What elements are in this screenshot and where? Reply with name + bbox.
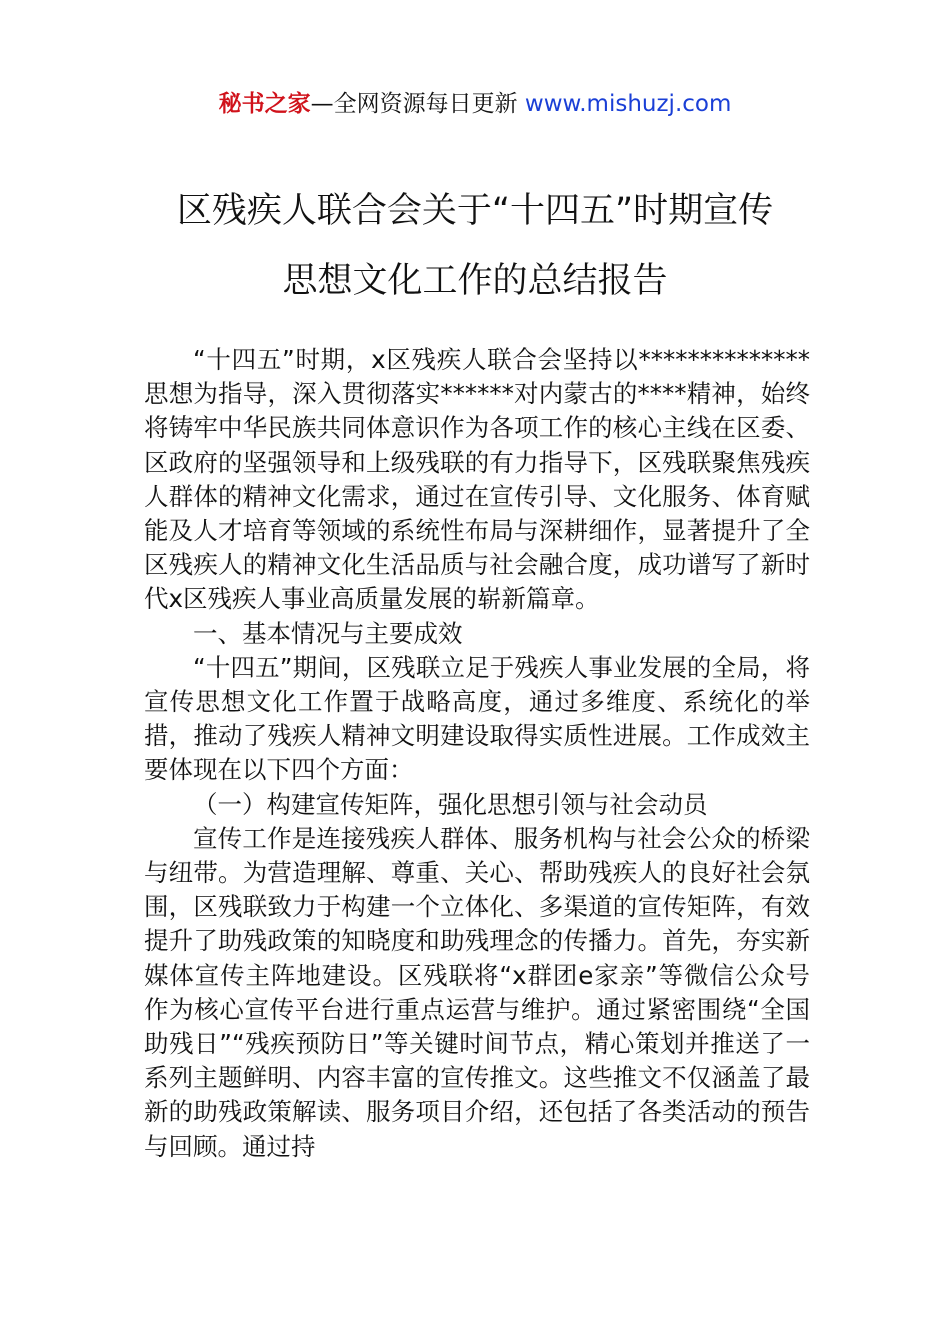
- header-tagline: 全网资源每日更新: [333, 91, 518, 117]
- section-1-heading: 一、基本情况与主要成效: [193, 618, 463, 648]
- title-line-2: 思想文化工作的总结报告: [282, 261, 668, 301]
- subsection-1-heading: （一）构建宣传矩阵，强化思想引领与社会动员: [193, 789, 708, 819]
- header-separator: —: [310, 91, 334, 117]
- title-line-1: 区残疾人联合会关于“十四五”时期宣传: [176, 191, 774, 231]
- document-title: [0, 176, 950, 316]
- document-body: [144, 343, 810, 1164]
- section-1-paragraph: “十四五”期间，区残联立足于残疾人事业发展的全局，将宣传思想文化工作置于战略高度，通过多维度、系统化的举措，推动了残疾人精神文明建设取得实质性进展。工作成效主要体现在以下四个方面：: [144, 652, 810, 785]
- intro-paragraph: “十四五”时期，x区残疾人联合会坚持以**************思想为指导，深入贯彻落实******对内蒙古的****精神，始终将铸牢中华民族共同体意识作为各项工作的核心主线在区委、区政府的坚强领导和上级残联的有力指导下，区残联聚焦残疾人群体的精神文化需求，通过在宣传引导、文化服务、体育赋能及人才培育等领域的系统性布局与深耕细作，显著提升了全区残疾人的精神文化生活品质与社会融合度，成功谱写了新时代x区残疾人事业高质量发展的崭新篇章。: [144, 345, 810, 614]
- brand-name: 秘书之家: [218, 91, 311, 117]
- site-url-link[interactable]: www.mishuzj.com: [524, 91, 732, 117]
- subsection-1-paragraph: 宣传工作是连接残疾人群体、服务机构与社会公众的桥梁与纽带。为营造理解、尊重、关心、帮助残疾人的良好社会氛围，区残联致力于构建一个立体化、多渠道的宣传矩阵，有效提升了助残政策的知晓度和助残理念的传播力。首先，夯实新媒体宣传主阵地建设。区残联将“x群团e家亲”等微信公众号作为核心宣传平台进行重点运营与维护。通过紧密围绕“全国助残日”“残疾预防日”等关键时间节点，精心策划并推送了一系列主题鲜明、内容丰富的宣传推文。这些推文不仅涵盖了最新的助残政策解读、服务项目介绍，还包括了各类活动的预告与回顾。通过持: [144, 823, 810, 1161]
- site-header: [0, 86, 950, 122]
